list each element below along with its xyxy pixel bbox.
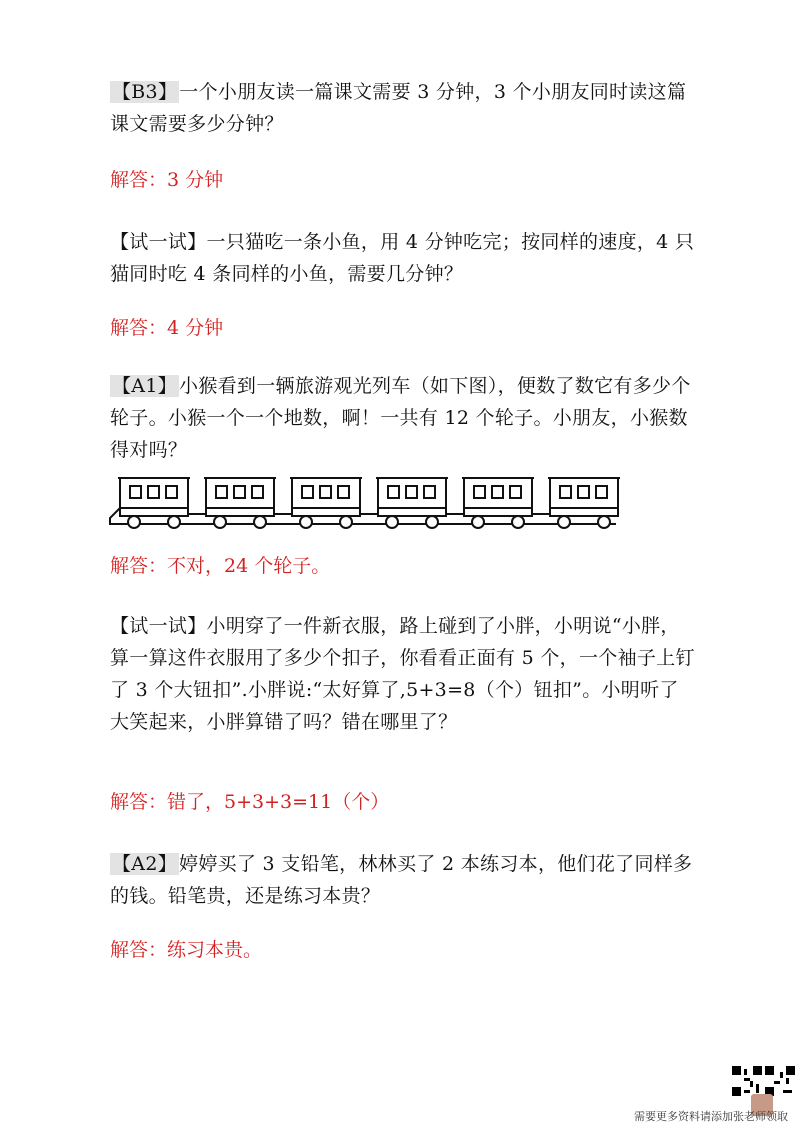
train-wheel [168, 516, 180, 528]
train-wheel [558, 516, 570, 528]
problem-try-2 [110, 610, 695, 738]
train-window [510, 486, 521, 498]
problem-try-1 [110, 226, 695, 290]
train-window [388, 486, 399, 498]
train-wheel [426, 516, 438, 528]
train-window [252, 486, 263, 498]
train-window [474, 486, 485, 498]
train-window [166, 486, 177, 498]
train-wheel [472, 516, 484, 528]
answer-a2: 解答：练习本贵。 [110, 939, 263, 961]
problem-a1 [110, 370, 695, 466]
train-window [424, 486, 435, 498]
problem-text: 婷婷买了 3 支铅笔，林林买了 2 本练习本，他们花了同样多的钱。铅笔贵，还是练习本贵？ [110, 853, 693, 907]
qr-code-icon[interactable] [765, 1066, 795, 1096]
problem-b3 [110, 76, 695, 140]
problem-text: 一个小朋友读一篇课文需要 3 分钟，3 个小朋友同时读这篇课文需要多少分钟？ [110, 81, 687, 135]
train-wheel [512, 516, 524, 528]
footer-note: 需要更多资料请添加张老师领取 [634, 1110, 788, 1123]
answer-b3: 解答：3 分钟 [110, 169, 224, 191]
train-wheel [598, 516, 610, 528]
train-window [302, 486, 313, 498]
problem-tag: 【B3】 [112, 81, 178, 103]
train-wheel [300, 516, 312, 528]
train-nose [110, 508, 120, 524]
train-window [130, 486, 141, 498]
problem-tag: 【试一试】 [110, 615, 207, 637]
train-wheel [386, 516, 398, 528]
qr-code-icon[interactable] [732, 1066, 762, 1096]
answer-try-2: 解答：错了，5+3+3=11（个） [110, 791, 390, 813]
train-window [216, 486, 227, 498]
train-illustration [108, 468, 620, 536]
problem-a2 [110, 848, 695, 912]
train-window [596, 486, 607, 498]
train-wheel [254, 516, 266, 528]
train-wheel [214, 516, 226, 528]
problem-text: 小猴看到一辆旅游观光列车（如下图），便数了数它有多少个轮子。小猴一个一个地数，啊！一共有 12 个轮子。小朋友，小猴数得对吗？ [110, 375, 691, 461]
problem-text: 一只猫吃一条小鱼，用 4 分钟吃完；按同样的速度，4 只猫同时吃 4 条同样的小鱼，需要几分钟？ [110, 231, 695, 285]
train-window [492, 486, 503, 498]
train-window [560, 486, 571, 498]
problem-tag: 【A1】 [112, 375, 178, 397]
answer-try-1: 解答：4 分钟 [110, 317, 224, 339]
train-window [148, 486, 159, 498]
problem-tag: 【A2】 [112, 853, 178, 875]
train-window [578, 486, 589, 498]
train-wheel [340, 516, 352, 528]
train-window [234, 486, 245, 498]
problem-text: 小明穿了一件新衣服，路上碰到了小胖，小明说“小胖，算一算这件衣服用了多少个扣子，你看看正面有 5 个，一个袖子上钉了 3 个大钮扣”.小胖说:“太好算了,5+3=8（个）钮扣”。小明听了大笑起来，小胖算错了吗？错在哪里了？ [110, 615, 695, 733]
answer-a1: 解答：不对，24 个轮子。 [110, 555, 331, 577]
train-window [320, 486, 331, 498]
train-wheel [128, 516, 140, 528]
train-window [338, 486, 349, 498]
problem-tag: 【试一试】 [110, 231, 207, 253]
train-window [406, 486, 417, 498]
